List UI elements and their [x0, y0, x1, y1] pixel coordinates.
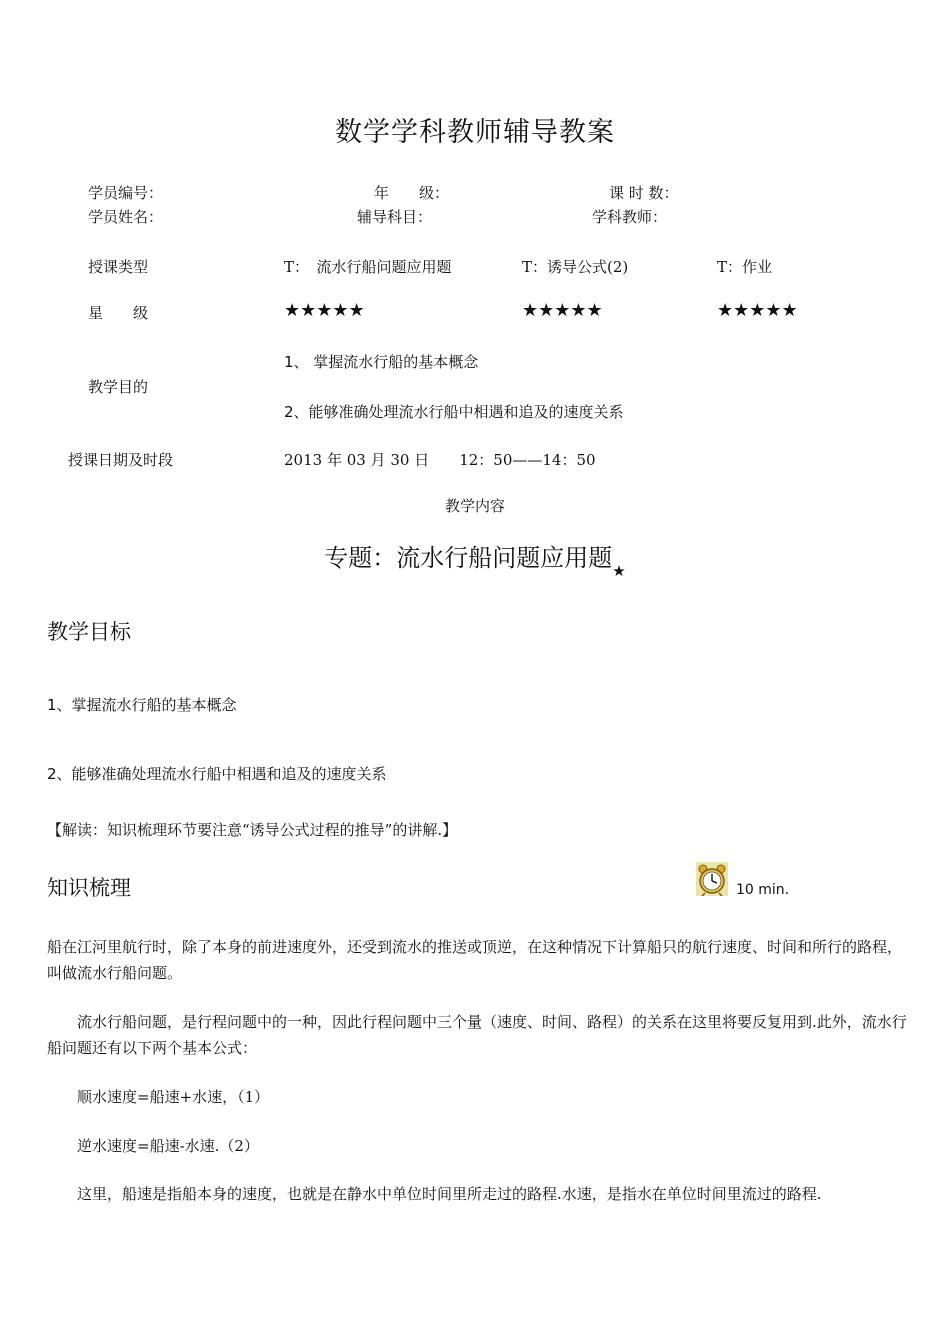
knowledge-paragraph-2: 流水行船问题，是行程问题中的一种，因此行程问题中三个量（速度、时间、路程）的关系在这里将要反复用到.此外，流水行船问题还有以下两个基本公式： — [47, 1013, 907, 1057]
objective-item-2: 2、能够准确处理流水行船中相遇和追及的速度关系 — [284, 403, 624, 421]
content-label: 教学内容 — [444, 497, 505, 515]
star-rating-1: ★★★★★ — [284, 300, 365, 321]
lesson-date-value: 2013 年 03 月 30 日 12：50——14：50 — [284, 451, 596, 469]
goal-item-2: 2、能够准确处理流水行船中相遇和追及的速度关系 — [47, 765, 387, 783]
star-level-label: 星 级 — [88, 304, 149, 322]
lesson-type-1: T： 流水行船问题应用题 — [284, 258, 452, 276]
lesson-type-label: 授课类型 — [88, 258, 149, 276]
lesson-type-2: T：诱导公式(2) — [522, 258, 629, 276]
objectives-label: 教学目的 — [88, 378, 149, 396]
star-icon: ★ — [612, 562, 626, 580]
student-name-label: 学员姓名： — [88, 208, 164, 226]
subject-label: 辅导科目： — [357, 208, 433, 226]
formula-downstream: 顺水速度=船速+水速，（1） — [47, 1088, 270, 1106]
topic-title-text: 专题：流水行船问题应用题 — [324, 544, 613, 572]
goals-heading: 教学目标 — [47, 620, 131, 644]
objective-item-1: 1、 掌握流水行船的基本概念 — [284, 353, 479, 371]
lesson-date-label: 授课日期及时段 — [68, 451, 174, 469]
star-rating-2: ★★★★★ — [522, 300, 603, 321]
document-title: 数学学科教师辅导教案 — [335, 117, 615, 148]
lesson-type-3: T：作业 — [717, 258, 773, 276]
knowledge-heading: 知识梳理 — [47, 876, 131, 900]
student-id-label: 学员编号： — [88, 184, 164, 202]
time-duration-label: 10 min. — [736, 882, 790, 898]
knowledge-paragraph-1: 船在江河里航行时，除了本身的前进速度外，还受到流水的推送或顶逆，在这种情况下计算船只的航行速度、时间和所行的路程，叫做流水行船问题。 — [47, 938, 903, 982]
grade-label: 年 级： — [374, 184, 450, 202]
note-text: 【解读：知识梳理环节要注意“诱导公式过程的推导”的讲解.】 — [47, 821, 458, 839]
knowledge-paragraph-3: 这里，船速是指船本身的速度，也就是在静水中单位时间里所走过的路程.水速，是指水在单位时间里流过的路程. — [47, 1185, 822, 1203]
teacher-label: 学科教师： — [592, 208, 668, 226]
star-rating-3: ★★★★★ — [717, 300, 798, 321]
alarm-clock-icon — [696, 862, 728, 896]
lesson-count-label: 课 时 数： — [609, 184, 679, 202]
topic-title — [0, 538, 950, 580]
formula-upstream: 逆水速度=船速-水速.（2） — [47, 1137, 259, 1155]
goal-item-1: 1、掌握流水行船的基本概念 — [47, 696, 237, 714]
